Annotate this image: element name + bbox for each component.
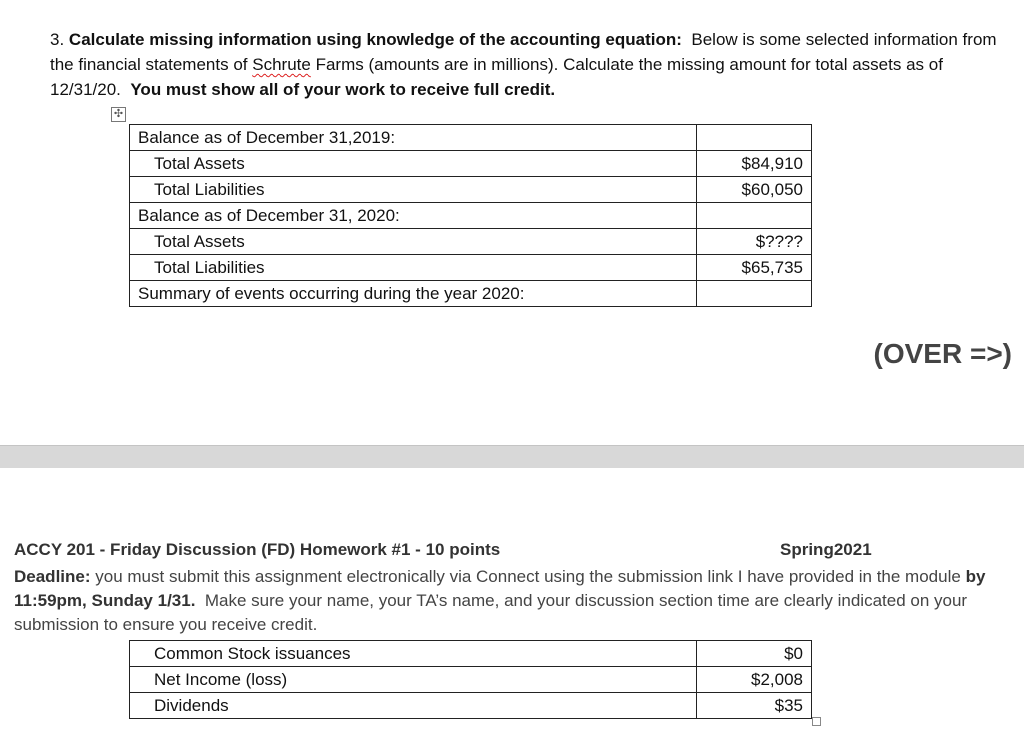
table-row — [130, 667, 812, 693]
course-header — [14, 538, 884, 562]
deadline-text-1: you must submit this assignment electronically via Connect using the submission link I have provided in the module — [95, 567, 961, 586]
question-heading: Calculate missing information using knowledge of the accounting equation: — [68, 30, 682, 49]
row-value: $0 — [697, 641, 812, 667]
deadline-label: Deadline: — [14, 567, 91, 586]
row-value — [697, 281, 812, 307]
table-row — [130, 693, 812, 719]
table-move-handle-icon[interactable]: ✣ — [111, 107, 126, 122]
question-instruction: You must show all of your work to receive full credit. — [130, 80, 556, 99]
row-label: Common Stock issuances — [130, 641, 697, 667]
row-value: $65,735 — [697, 255, 812, 281]
row-value: $35 — [697, 693, 812, 719]
question-number: 3. — [50, 30, 65, 49]
table-row — [130, 281, 812, 307]
row-value: $84,910 — [697, 151, 812, 177]
table-row — [130, 125, 812, 151]
row-value: $???? — [697, 229, 812, 255]
row-label: Total Assets — [130, 151, 697, 177]
question-3 — [50, 27, 1022, 102]
table-row — [130, 255, 812, 281]
row-label: Balance as of December 31, 2020: — [130, 203, 697, 229]
course-term: Spring2021 — [780, 540, 872, 559]
question-text-2: Farms (amounts are in millions). Calculate the missing amount for total assets as of 12/31/20. — [50, 55, 943, 99]
table-row — [130, 641, 812, 667]
row-label: Summary of events occurring during the year 2020: — [130, 281, 697, 307]
question-text-1: Below is some selected information from the financial statements of — [50, 30, 997, 74]
row-value — [697, 203, 812, 229]
row-label: Dividends — [130, 693, 697, 719]
over-label: (OVER =>) — [873, 338, 1012, 369]
table-row — [130, 151, 812, 177]
row-label: Total Liabilities — [130, 177, 697, 203]
row-label: Net Income (loss) — [130, 667, 697, 693]
deadline-paragraph — [14, 565, 1014, 637]
table-resize-handle[interactable] — [812, 717, 821, 726]
row-label: Total Assets — [130, 229, 697, 255]
table-row — [130, 229, 812, 255]
company-name: Schrute — [252, 55, 311, 74]
page-break-divider — [0, 445, 1024, 469]
deadline-due: by 11:59pm, Sunday 1/31. — [14, 567, 986, 610]
row-value — [697, 125, 812, 151]
table-row — [130, 177, 812, 203]
row-value: $60,050 — [697, 177, 812, 203]
row-label: Total Liabilities — [130, 255, 697, 281]
row-value: $2,008 — [697, 667, 812, 693]
table-row — [130, 203, 812, 229]
events-table — [129, 640, 812, 719]
balance-table — [129, 124, 812, 307]
course-title: ACCY 201 - Friday Discussion (FD) Homework #1 - 10 points — [14, 540, 501, 559]
row-label: Balance as of December 31,2019: — [130, 125, 697, 151]
deadline-text-2: Make sure your name, your TA’s name, and your discussion section time are clearly indicated on your submission to ensure you receive credit. — [14, 591, 968, 634]
